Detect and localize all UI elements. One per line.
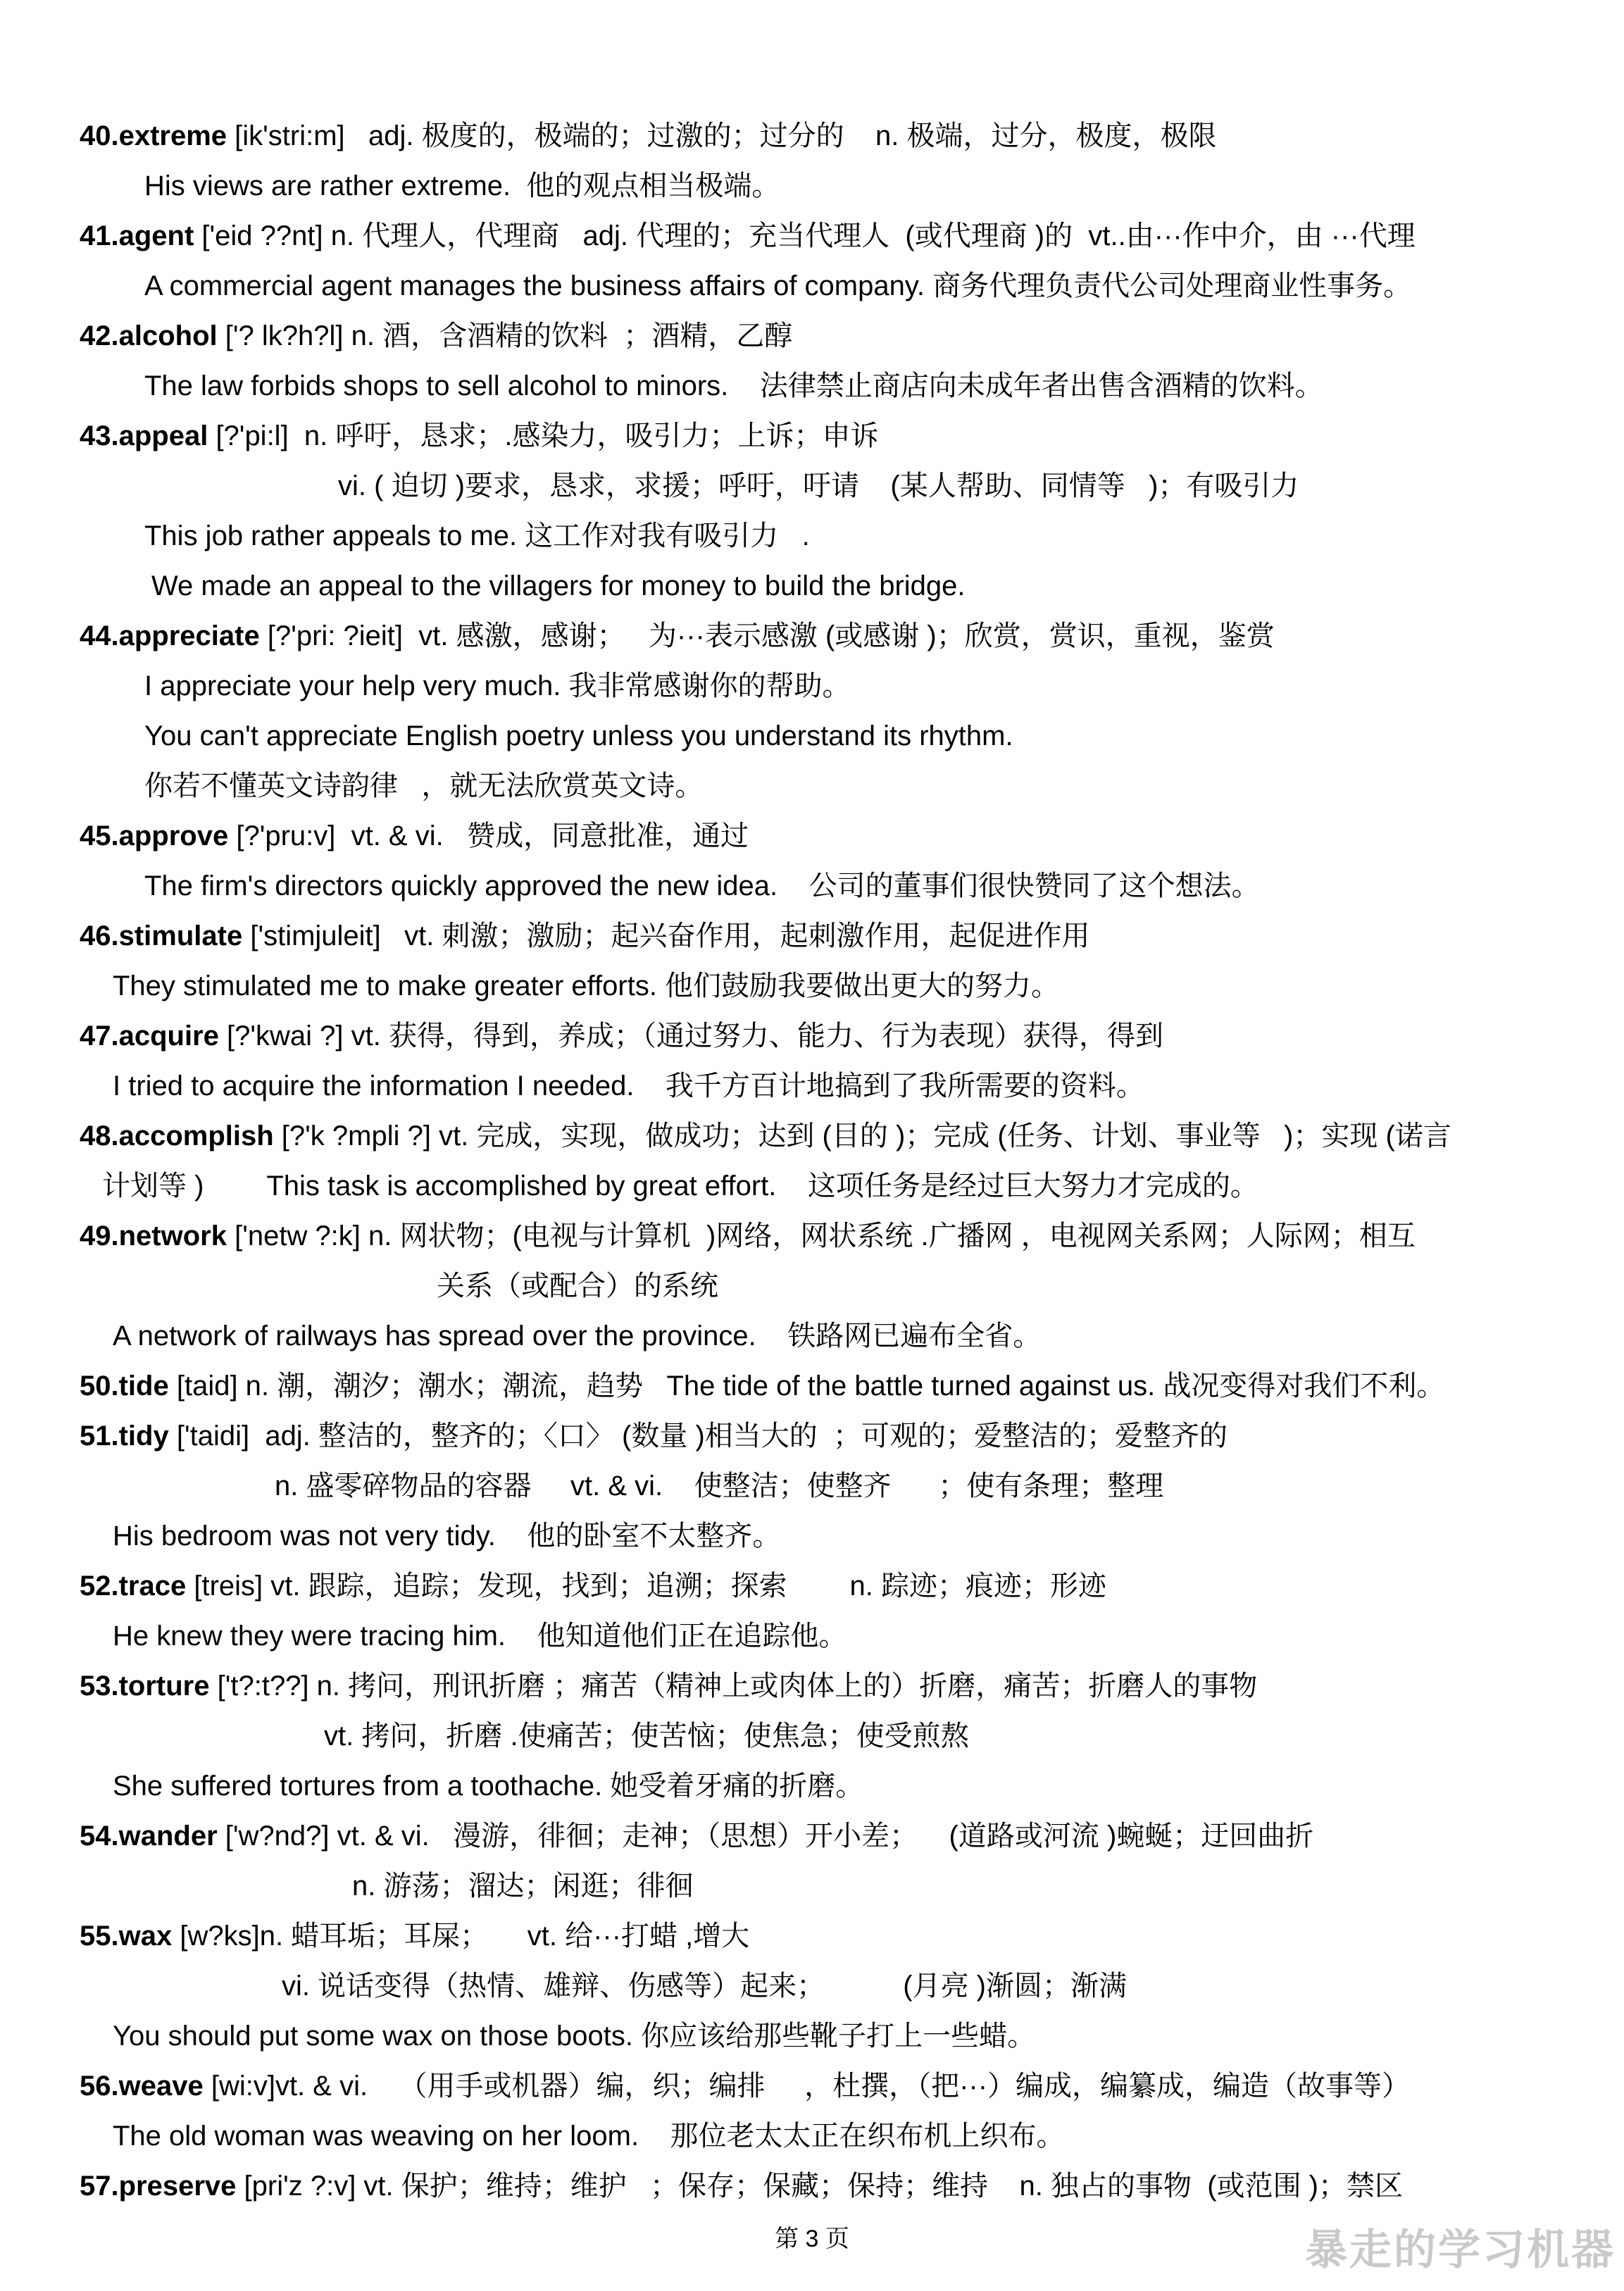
example-line (144, 161, 1617, 211)
entry-word: trace (118, 1571, 187, 1602)
entry-line-48 (80, 1111, 1617, 1161)
example-line (113, 2011, 1617, 2061)
example-line (113, 961, 1617, 1011)
entry-line-50 (80, 1361, 1617, 1411)
entry-definition: [?'kwai ?] vt. 获得，得到，养成；（通过努力、能力、行为表现）获得，得到 (218, 1020, 1163, 1051)
example-text: The old woman was weaving on her loom. 那位老太太正在织布机上织布。 (113, 2121, 1065, 2152)
entry-definition: [treis] vt. 跟踪，追踪；发现，找到；追溯；探索 n. 踪迹；痕迹；形迹 (186, 1571, 1106, 1602)
entry-word: approve (118, 820, 229, 851)
entry-line-53 (80, 1661, 1617, 1711)
example-line (144, 511, 1617, 561)
definition-continuation (275, 1461, 1617, 1511)
entry-number: 55. (80, 1921, 119, 1952)
definition-text: vi. ( 迫切 )要求，恳求，求援；呼吁，吁请 (某人帮助、同情等 )；有吸引力 (338, 470, 1299, 501)
entry-line-44 (80, 611, 1617, 661)
definition-continuation (437, 1261, 1617, 1311)
example-line (113, 1761, 1617, 1811)
watermark: 暴走的学习机器 (1305, 2226, 1616, 2273)
entry-line-57 (80, 2161, 1617, 2211)
entry-line-40 (80, 111, 1617, 161)
entry-word: extreme (118, 120, 227, 151)
entry-word: network (118, 1221, 227, 1251)
entry-word: acquire (118, 1020, 219, 1051)
definition-text: 关系（或配合）的系统 (437, 1271, 718, 1301)
entry-line-55 (80, 1911, 1617, 1961)
entry-line-51 (80, 1411, 1617, 1461)
entry-number: 44. (80, 620, 119, 651)
example-text: The law forbids shops to sell alcohol to minors. 法律禁止商店向未成年者出售含酒精的饮料。 (144, 370, 1323, 401)
example-text: She suffered tortures from a toothache. 她受着牙痛的折磨。 (113, 1771, 864, 1802)
example-line (151, 561, 1617, 611)
entry-word: tidy (118, 1421, 169, 1452)
entry-word: alcohol (118, 320, 218, 351)
entry-definition: ['t?:t??] n. 拷问，刑讯折磨 ；痛苦（精神上或肉体上的）折磨，痛苦；折磨人的事物 (209, 1671, 1258, 1702)
entry-word: tide (118, 1371, 169, 1402)
example-line (113, 1061, 1617, 1111)
entry-number: 53. (80, 1671, 119, 1702)
entry-definition: [wi:v]vt. & vi. （用手或机器）编，织；编排 ，杜撰，（把···）编成，编纂成，编造（故事等） (203, 2071, 1411, 2102)
example-text: A network of railways has spread over the province. 铁路网已遍布全省。 (113, 1321, 1042, 1351)
entry-definition: [?'k ?mpli ?] vt. 完成，实现，做成功；达到 (目的 )；完成 (任务、计划、事业等 )；实现 (诺言 (273, 1120, 1451, 1151)
entry-number: 46. (80, 920, 119, 951)
entry-number: 43. (80, 420, 119, 451)
entry-number: 48. (80, 1120, 119, 1151)
entry-word: torture (118, 1671, 210, 1702)
entry-definition: ['stimjuleit] vt. 刺激；激励；起兴奋作用，起刺激作用，起促进作用 (242, 920, 1090, 951)
entry-definition: [ik'stri:m] adj. 极度的，极端的；过激的；过分的 n. 极端，过分，极度，极限 (227, 120, 1217, 151)
example-text: His views are rather extreme. 他的观点相当极端。 (144, 170, 780, 201)
example-line (113, 2111, 1617, 2161)
definition-continuation (352, 1861, 1617, 1911)
example-text: We made an appeal to the villagers for money to build the bridge. (151, 570, 966, 601)
entry-word: wax (118, 1921, 173, 1952)
example-text: You can't appreciate English poetry unless you understand its rhythm. (144, 720, 1013, 751)
entry-number: 41. (80, 220, 119, 251)
entry-word: appeal (118, 420, 208, 451)
example-text: 你若不懂英文诗韵律 ，就无法欣赏英文诗。 (144, 770, 704, 801)
entry-word: wander (118, 1821, 218, 1852)
entry-definition: [w?ks]n. 蜡耳垢；耳屎； vt. 给···打蜡 ,增大 (172, 1921, 750, 1952)
entry-number: 40. (80, 120, 119, 151)
entry-line-43 (80, 411, 1617, 461)
entry-definition: ['netw ?:k] n. 网状物；(电视与计算机 )网络，网状系统 .广播网 ，电视网关系网；人际网；相互 (226, 1221, 1416, 1251)
entry-number: 52. (80, 1571, 119, 1602)
example-line (144, 361, 1617, 411)
entry-definition: [?'pru:v] vt. & vi. 赞成，同意批准，通过 (228, 820, 749, 851)
entry-line-52 (80, 1561, 1617, 1611)
entry-number: 54. (80, 1821, 119, 1852)
entry-number: 50. (80, 1371, 119, 1402)
example-line (144, 711, 1617, 761)
entry-definition: [?'pi:l] n. 呼吁，恳求；.感染力，吸引力；上诉；申诉 (208, 420, 879, 451)
definition-text: vt. 拷问，折磨 .使痛苦；使苦恼；使焦急；使受煎熬 (324, 1721, 969, 1752)
example-text: I appreciate your help very much. 我非常感谢你的帮助。 (144, 670, 851, 701)
definition-text: vi. 说话变得（热情、雄辩、伤感等）起来； (月亮 )渐圆；渐满 (282, 1971, 1127, 2002)
example-line (144, 261, 1617, 311)
entry-number: 49. (80, 1221, 119, 1251)
definition-continuation (324, 1711, 1617, 1761)
example-line (113, 1611, 1617, 1661)
entry-definition: ['? lk?h?l] n. 酒，含酒精的饮料 ；酒精，乙醇 (217, 320, 793, 351)
entry-number: 45. (80, 820, 119, 851)
example-text: The firm's directors quickly approved the new idea. 公司的董事们很快赞同了这个想法。 (144, 870, 1260, 901)
example-text: He knew they were tracing him. 他知道他们正在追踪他。 (113, 1621, 847, 1652)
example-line (113, 1511, 1617, 1561)
definition-continuation (282, 1961, 1617, 2011)
entry-line-47 (80, 1011, 1617, 1061)
example-text: His bedroom was not very tidy. 他的卧室不太整齐。 (113, 1521, 781, 1552)
example-text: A commercial agent manages the business affairs of company. 商务代理负责代公司处理商业性事务。 (144, 270, 1412, 301)
entry-line-49 (80, 1211, 1617, 1261)
entry-line-56 (80, 2061, 1617, 2111)
definition-text: n. 盛零碎物品的容器 vt. & vi. 使整洁；使整齐 ；使有条理；整理 (275, 1471, 1164, 1502)
entry-number: 56. (80, 2071, 119, 2102)
entry-word: agent (118, 220, 194, 251)
example-text: They stimulated me to make greater efforts. 他们鼓励我要做出更大的努力。 (113, 970, 1060, 1001)
definition-text: 计划等 ) This task is accomplished by great effort. 这项任务是经过巨大努力才完成的。 (102, 1171, 1258, 1201)
example-text: This job rather appeals to me. 这工作对我有吸引力 . (144, 520, 810, 551)
entry-definition: ['eid ??nt] n. 代理人，代理商 adj. 代理的；充当代理人 (或代理商 )的 vt..由···作中介，由 ···代理 (194, 220, 1416, 251)
definition-continuation (338, 461, 1617, 511)
entry-word: stimulate (118, 920, 243, 951)
entry-line-46 (80, 911, 1617, 961)
entry-definition: ['w?nd?] vt. & vi. 漫游，徘徊；走神；（思想）开小差； (道路或河流 )蜿蜒；迂回曲折 (217, 1821, 1314, 1852)
definition-text: n. 游荡；溜达；闲逛；徘徊 (352, 1871, 694, 1902)
entry-definition: [?'pri: ?ieit] vt. 感激，感谢； 为···表示感激 (或感谢 )；欣赏，赏识，重视，鉴赏 (259, 620, 1275, 651)
example-line (144, 661, 1617, 711)
entry-number: 57. (80, 2171, 119, 2202)
entry-word: preserve (118, 2171, 237, 2202)
example-line (144, 861, 1617, 911)
entry-word: accomplish (118, 1120, 274, 1151)
entry-number: 51. (80, 1421, 119, 1452)
entry-word: weave (118, 2071, 204, 2102)
example-text: I tried to acquire the information I needed. 我千方百计地搞到了我所需要的资料。 (113, 1070, 1144, 1101)
vocabulary-list (80, 111, 1617, 2211)
entry-line-45 (80, 811, 1617, 861)
definition-continuation (102, 1161, 1617, 1211)
example-translation-line (144, 761, 1617, 811)
page-number: 第 3 页 (775, 2226, 849, 2252)
entry-number: 42. (80, 320, 119, 351)
entry-definition: [taid] n. 潮，潮汐；潮水；潮流，趋势 The tide of the battle turned against us. 战况变得对我们不利。 (168, 1371, 1445, 1402)
entry-definition: [pri'z ?:v] vt. 保护；维持；维护 ；保存；保藏；保持；维持 n. 独占的事物 (或范围 )；禁区 (236, 2171, 1404, 2202)
entry-word: appreciate (118, 620, 260, 651)
entry-line-54 (80, 1811, 1617, 1861)
entry-line-42 (80, 311, 1617, 361)
entry-definition: ['taidi] adj. 整洁的，整齐的；〈口〉 (数量 )相当大的 ；可观的；爱整洁的；爱整齐的 (168, 1421, 1228, 1452)
entry-line-41 (80, 211, 1617, 261)
example-line (113, 1311, 1617, 1361)
example-text: You should put some wax on those boots. 你应该给那些靴子打上一些蜡。 (113, 2021, 1036, 2052)
entry-number: 47. (80, 1020, 119, 1051)
